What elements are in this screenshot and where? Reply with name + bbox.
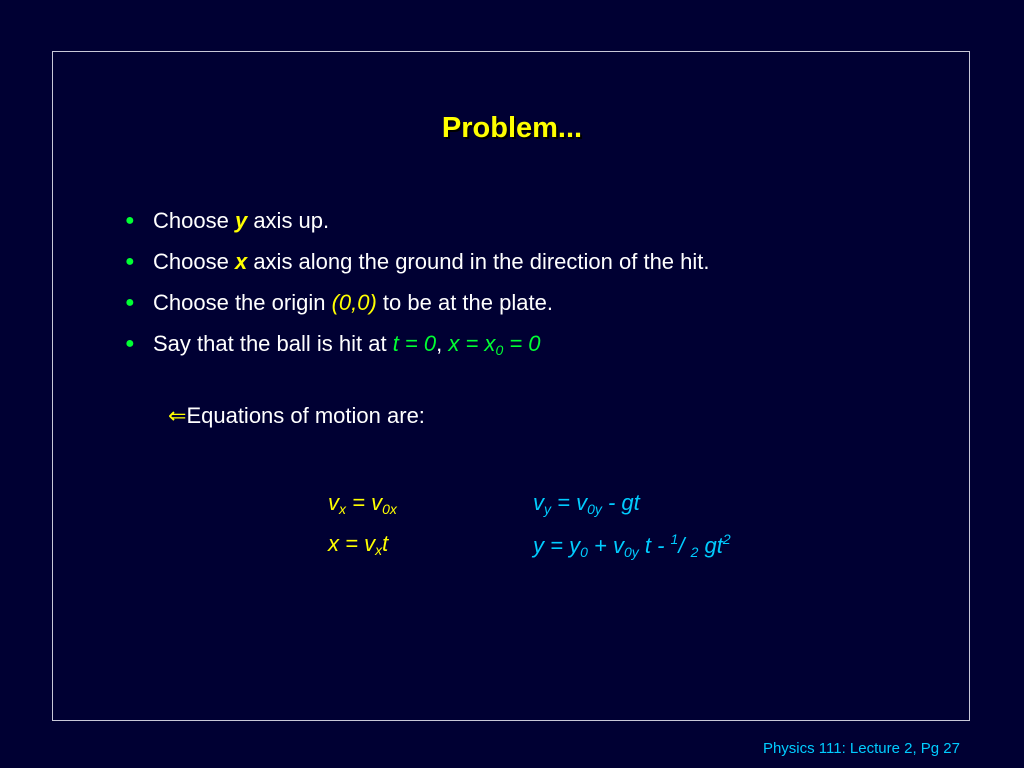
bullet-item: ● Say that the ball is hit at t = 0, $x = x_0 = 0$	[122, 323, 710, 364]
bullet-item: ● Choose x axis along the ground in the direction of the hit.	[122, 241, 710, 282]
bullet-list	[122, 200, 710, 364]
equation-vx: $v_x = v_{0x}$	[328, 490, 397, 517]
bullet-item: ● Choose the origin (0,0) to be at the plate.	[122, 282, 710, 323]
slide-frame	[52, 51, 970, 721]
equation-y: $y = y_0 + v_{0y}$ t - $^1$/ $_2$ $gt^2$	[533, 531, 731, 560]
bullet-dot-icon: ●	[125, 212, 135, 229]
bullet-item: ● Choose y axis up.	[122, 200, 710, 241]
slide-footer: Physics 111: Lecture 2, Pg 27	[762, 740, 960, 757]
bullet-dot-icon: ●	[125, 294, 135, 311]
equations-intro: ⇐Equations of motion are:	[168, 403, 425, 428]
equation-vy: $v_y = v_{0y}$ - gt	[533, 490, 640, 517]
bullet-dot-icon: ●	[125, 253, 135, 270]
bullet-dot-icon: ●	[125, 335, 135, 352]
slide-title: Problem...	[441, 112, 583, 144]
equation-x: $x = v_xt$	[328, 531, 389, 558]
arrow-left-icon: ⇐	[168, 403, 187, 428]
